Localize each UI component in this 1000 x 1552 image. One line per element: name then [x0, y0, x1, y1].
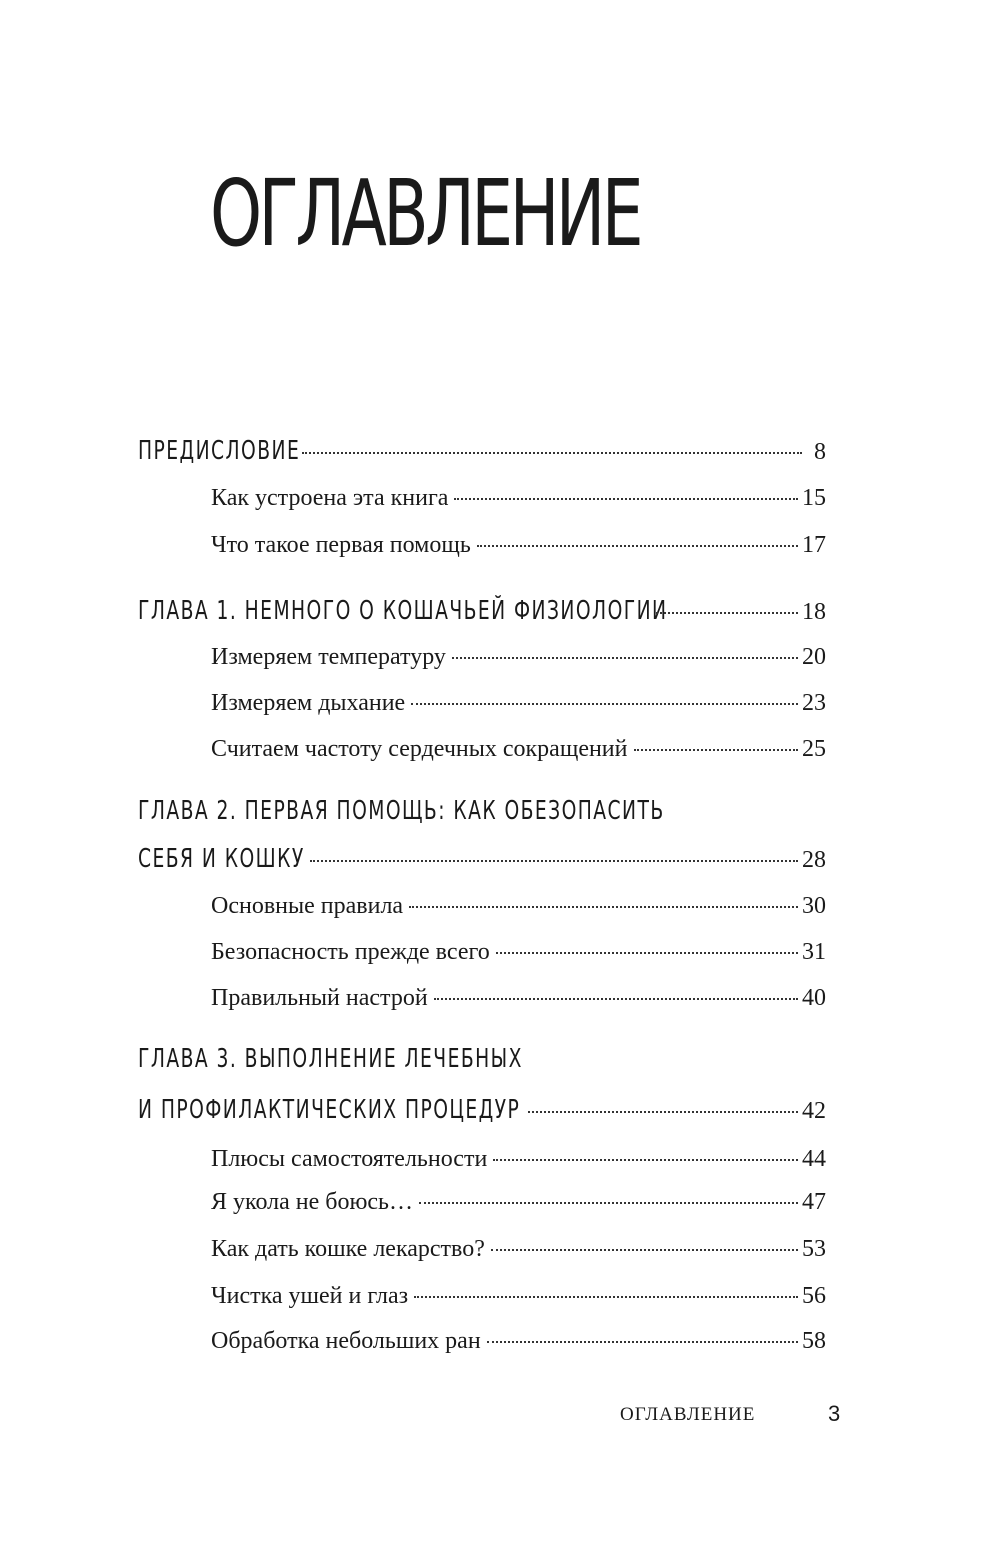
toc-entry-chapter-3[interactable]	[138, 1095, 826, 1125]
toc-entry-heart-rate[interactable]	[211, 736, 826, 763]
toc-entry-label: Считаем частоту сердечных сокращений	[211, 736, 628, 762]
toc-entry-safety-first[interactable]	[211, 939, 826, 966]
leader-dots	[528, 1111, 798, 1113]
toc-entry-page: 18	[802, 599, 826, 625]
toc-entry-label: Измеряем температуру	[211, 644, 446, 670]
toc-entry-label: Обработка небольших ран	[211, 1328, 481, 1354]
toc-entry-injection[interactable]	[211, 1189, 826, 1216]
toc-entry-chapter-2[interactable]	[138, 844, 826, 874]
toc-entry-label: Как устроена эта книга	[211, 485, 449, 511]
toc-entry-what-is-first-aid[interactable]	[211, 532, 826, 559]
leader-dots	[452, 657, 798, 659]
leader-dots	[419, 1202, 798, 1204]
leader-dots	[634, 749, 799, 751]
toc-entry-page: 40	[802, 985, 826, 1011]
toc-entry-page: 8	[814, 439, 826, 465]
toc-entry-page: 53	[802, 1236, 826, 1262]
leader-dots	[302, 452, 802, 454]
leader-dots	[477, 545, 798, 547]
toc-entry-give-medicine[interactable]	[211, 1236, 826, 1263]
toc-chapter-3-line-1[interactable]: ГЛАВА 3. ВЫПОЛНЕНИЕ ЛЕЧЕБНЫХ	[138, 1044, 523, 1074]
toc-entry-wounds[interactable]	[211, 1328, 826, 1355]
page-number: 3	[828, 1401, 841, 1426]
toc-entry-label: Как дать кошке лекарство?	[211, 1236, 485, 1262]
toc-entry-label: Основные правила	[211, 893, 404, 919]
leader-dots	[414, 1296, 798, 1298]
toc-entry-label: Я укола не боюсь…	[211, 1189, 413, 1215]
running-footer-label: ОГЛАВЛЕНИЕ	[620, 1404, 756, 1425]
toc-entry-label: И ПРОФИЛАКТИЧЕСКИХ ПРОЦЕДУР	[138, 1095, 521, 1125]
leader-dots	[491, 1249, 798, 1251]
toc-entry-how-book-works[interactable]	[211, 485, 826, 512]
leader-dots	[454, 498, 798, 500]
toc-entry-label: Чистка ушей и глаз	[211, 1283, 409, 1309]
toc-entry-page: 17	[802, 532, 826, 558]
toc-entry-temperature[interactable]	[211, 644, 826, 671]
toc-entry-page: 58	[802, 1328, 826, 1354]
toc-entry-label: ПРЕДИСЛОВИЕ	[138, 436, 301, 466]
toc-entry-label: Правильный настрой	[211, 985, 428, 1011]
toc-entry-self-reliance[interactable]	[211, 1146, 826, 1173]
toc-chapter-2-line-1[interactable]: ГЛАВА 2. ПЕРВАЯ ПОМОЩЬ: КАК ОБЕЗОПАСИТЬ	[138, 796, 665, 826]
toc-entry-page: 42	[802, 1098, 826, 1124]
toc-entry-label: Безопасность прежде всего	[211, 939, 490, 965]
toc-entry-page: 20	[802, 644, 826, 670]
toc-entry-right-attitude[interactable]	[211, 985, 826, 1012]
toc-entry-ears-eyes[interactable]	[211, 1283, 826, 1310]
toc-entry-label: Измеряем дыхание	[211, 690, 406, 716]
page-title: ОГЛАВЛЕНИЕ	[210, 160, 640, 267]
leader-dots	[409, 906, 798, 908]
toc-entry-preface[interactable]	[138, 436, 826, 466]
toc-entry-label: ГЛАВА 1. НЕМНОГО О КОШАЧЬЕЙ ФИЗИОЛОГИИ	[138, 596, 668, 626]
toc-entry-page: 44	[802, 1146, 826, 1172]
toc-entry-page: 28	[802, 847, 826, 873]
toc-entry-chapter-1[interactable]	[138, 596, 826, 626]
toc-entry-page: 47	[802, 1189, 826, 1215]
leader-dots	[310, 860, 798, 862]
leader-dots	[496, 952, 798, 954]
leader-dots	[487, 1341, 798, 1343]
toc-entry-label: СЕБЯ И КОШКУ	[138, 844, 305, 874]
toc-entry-basic-rules[interactable]	[211, 893, 826, 920]
toc-entry-page: 56	[802, 1283, 826, 1309]
toc-entry-label: Что такое первая помощь	[211, 532, 471, 558]
toc-entry-breathing[interactable]	[211, 690, 826, 717]
leader-dots	[493, 1159, 798, 1161]
toc-entry-page: 25	[802, 736, 826, 762]
leader-dots	[434, 998, 798, 1000]
leader-dots	[656, 612, 798, 614]
toc-entry-page: 31	[802, 939, 826, 965]
toc-entry-page: 30	[802, 893, 826, 919]
toc-entry-page: 15	[802, 485, 826, 511]
leader-dots	[411, 703, 798, 705]
toc-entry-label: Плюсы самостоятельности	[211, 1146, 488, 1172]
toc-entry-page: 23	[802, 690, 826, 716]
